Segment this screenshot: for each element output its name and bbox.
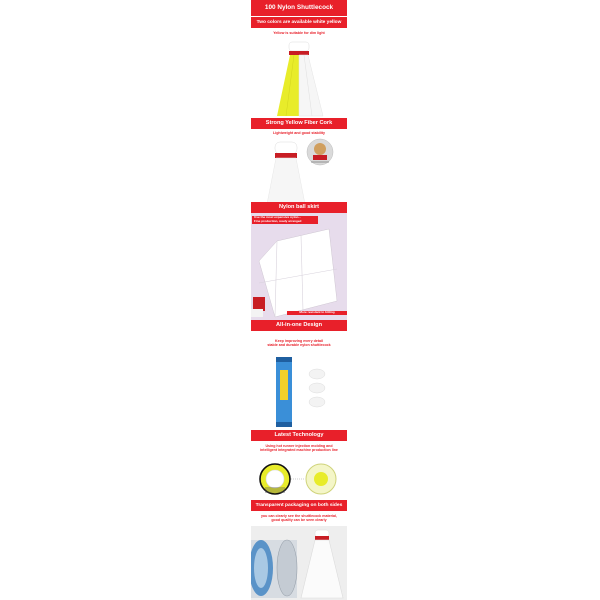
cork-cross-section-image xyxy=(251,460,347,500)
main-title-banner xyxy=(251,0,347,16)
two-color-shuttlecock-image xyxy=(251,38,347,118)
nylon-callout-line-1: Use the most expensive nylon... xyxy=(254,215,301,219)
latest-technology-banner xyxy=(251,430,347,441)
technology-caption-line-2: intelligent integrated machine production line xyxy=(260,448,338,453)
color-options-title: Two colors are available white yellow xyxy=(256,20,342,25)
color-options-banner xyxy=(251,17,347,28)
fiber-cork-title: Strong Yellow Fiber Cork xyxy=(265,120,333,126)
nylon-callout xyxy=(252,216,318,224)
packaging-caption-line-1: you can clearly see the shuttlecock material, xyxy=(260,514,338,518)
main-title: 100 Nylon Shuttlecock xyxy=(264,4,334,11)
section-nylon-shuttlecock xyxy=(251,0,347,118)
section-all-in-one xyxy=(251,320,347,430)
dim-light-caption: Yellow is suitable for dim light xyxy=(273,31,325,35)
cork-shuttlecock-image xyxy=(251,138,347,202)
section-fiber-cork xyxy=(251,118,347,202)
nylon-skirt-photo xyxy=(251,213,347,320)
all-in-one-title: All-in-one Design xyxy=(276,322,322,328)
technology-caption-line-1: Using hot runner injection molding and xyxy=(265,444,333,448)
nylon-skirt-banner xyxy=(251,202,347,213)
fiber-cork-banner xyxy=(251,118,347,129)
latest-technology-title: Latest Technology xyxy=(274,432,324,438)
stability-caption: Lightweight and good stability xyxy=(273,131,325,135)
section-transparent-packaging xyxy=(251,500,347,600)
section-latest-technology xyxy=(251,430,347,500)
product-detail-strip xyxy=(251,0,347,600)
section-nylon-skirt xyxy=(251,202,347,320)
technology-caption xyxy=(251,444,347,453)
packaging-caption-line-2: good quality can be seen clearly xyxy=(271,518,327,523)
transparent-tube-image xyxy=(251,526,347,600)
packaging-banner xyxy=(251,500,347,511)
packaging-caption xyxy=(251,514,347,523)
shuttlecock-tube-image xyxy=(251,352,347,428)
packaging-title: Transparent packaging on both sides xyxy=(255,503,343,508)
detail-caption xyxy=(251,339,347,348)
nylon-callout-line-2: Fine production, ready arranged xyxy=(254,218,302,223)
all-in-one-banner xyxy=(251,320,347,331)
detail-caption-line-2: stable and durable nylon shuttlecock xyxy=(267,343,331,348)
detail-caption-line-1: Keep improving every detail xyxy=(275,339,323,343)
hit-resistance-badge: More resistant to hitting xyxy=(287,311,347,315)
nylon-skirt-title: Nylon ball skirt xyxy=(278,204,320,210)
